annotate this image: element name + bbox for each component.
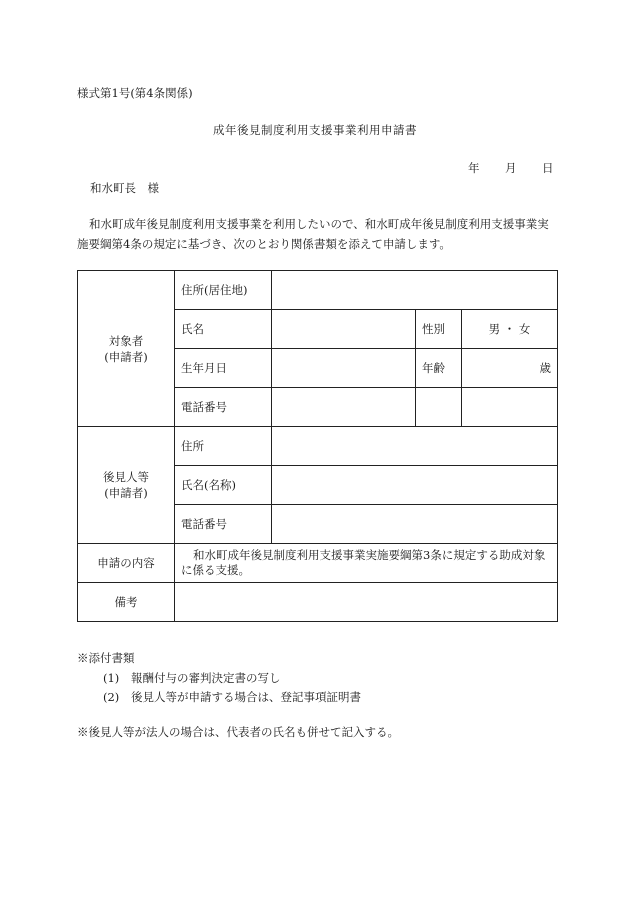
attachment-number: (1) [103,671,120,685]
date-day-label: 日 [542,161,554,175]
date-line [468,160,554,176]
empty-cell [416,388,462,427]
form-code: 様式第1号(第4条関係) [77,86,193,100]
date-year-label: 年 [468,161,480,175]
attachment-text: 報酬付与の審判決定書の写し [131,671,281,685]
applicant-phone-label: 電話番号 [175,388,272,427]
attachment-item [103,670,281,686]
birthdate-label: 生年月日 [175,349,272,388]
guardian-address-label: 住所 [175,427,272,466]
guardian-phone-label: 電話番号 [175,505,272,544]
applicant-name-field[interactable] [272,310,416,349]
applicant-group-label [78,271,175,427]
guardian-group-label [78,427,175,544]
application-form-table [77,270,558,622]
document-title: 成年後見制度利用支援事業利用申請書 [213,123,417,137]
guardian-address-field[interactable] [272,427,558,466]
remarks-field[interactable] [175,583,558,622]
attachment-number: (2) [103,690,120,704]
request-content: 和水町成年後見制度利用支援事業実施要綱第3条に規定する助成対象に係る支援。 [175,544,558,583]
age-label: 年齢 [416,349,462,388]
applicant-group-label-1: 対象者 [108,333,144,348]
applicant-name-label: 氏名 [175,310,272,349]
attachment-text: 後見人等が申請する場合は、登記事項証明書 [131,690,361,704]
sex-field[interactable]: 男 ・ 女 [462,310,558,349]
applicant-phone-field[interactable] [272,388,416,427]
applicant-address-label: 住所(居住地) [175,271,272,310]
remarks-label: 備考 [78,583,175,622]
attachments-heading: ※添付書類 [77,651,135,665]
request-label: 申請の内容 [78,544,175,583]
guardian-name-field[interactable] [272,466,558,505]
intro-text: 和水町成年後見制度利用支援事業を利用したいので、和水町成年後見制度利用支援事業実施要綱第4条の規定に基づき、次のとおり関係書類を添えて申請します。 [77,217,549,251]
date-month-label: 月 [505,161,517,175]
guardian-group-label-1: 後見人等 [103,470,149,484]
footnote: ※後見人等が法人の場合は、代表者の氏名も併せて記入する。 [77,725,399,739]
sex-label: 性別 [416,310,462,349]
guardian-group-label-2: (申請者) [104,486,148,500]
guardian-phone-field[interactable] [272,505,558,544]
empty-cell [462,388,558,427]
addressee: 和水町長 様 [90,181,159,195]
applicant-address-field[interactable] [272,271,558,310]
guardian-name-label: 氏名(名称) [175,466,272,505]
attachment-item [103,689,361,705]
birthdate-field[interactable] [272,349,416,388]
intro-paragraph [77,214,557,254]
applicant-group-label-2: (申請者) [104,349,148,364]
age-field[interactable]: 歳 [462,349,558,388]
